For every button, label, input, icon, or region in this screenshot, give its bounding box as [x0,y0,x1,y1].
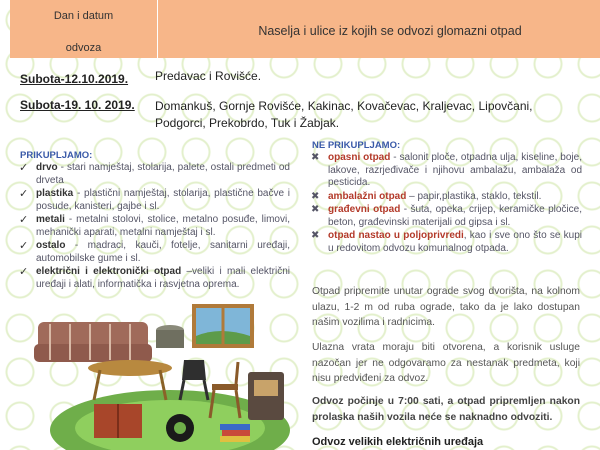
reject-item-hazardous [310,152,582,190]
bulky-waste-illustration [20,300,300,450]
stove-icon [248,372,284,420]
accept-item-label: plastika [36,188,74,199]
accept-item-label: ostalo [36,240,66,251]
accept-item-label: drvo [36,162,58,173]
accept-item-electronic [18,266,290,291]
accept-item-label: električni i elektronički otpad [36,266,182,277]
pot-icon [156,325,184,348]
check-icon: ✓ [19,188,29,200]
reject-item-label: ambalažni otpad [328,190,407,202]
reject-list [310,152,582,256]
schedule-date: Subota-19. 10. 2019. [20,98,135,112]
schedule-places: Predavac i Rovišće. [155,69,262,83]
reject-item-text: – papir,plastika, staklo, tekstil. [406,190,542,202]
accept-item-text: - plastični namještaj, stolarija, plastične bačve i posude, kanisteri, gajbe i sl. [36,188,290,212]
accept-item-text: - madraci, kauči, fotelje, sanitarni uređaji, automobilske gume i sl. [36,240,290,264]
reject-item-text: - salonit ploče, otpadna ulja, kiseline, boje, lakove, razrjeđivače i njihovu ambalažu, ambalaža od pesticida. [328,152,582,188]
check-icon: ✓ [19,240,29,252]
cross-icon: ✖ [311,204,320,215]
schedule-date: Subota-12.10.2019. [20,72,129,86]
schedule-header [10,0,600,58]
accept-item-metal [18,214,290,239]
check-icon: ✓ [19,214,29,226]
accept-list [18,162,290,292]
accept-item-text: - stari namještaj, stolarija, palete, ostali predmeti od drveta [36,162,290,186]
accept-item-plastic [18,188,290,213]
cross-icon: ✖ [311,190,320,202]
accept-item-text: –veliki i mali električni uređaji i alati, informatička i rasvjetna oprema. [36,266,290,290]
cross-icon: ✖ [311,230,320,241]
instruction-start-time: Odvoz počinje u 7:00 sati, a otpad pripremljen nakon prolaska naših vozila neće se naknadno odvoziti. [312,396,580,423]
cabinet-icon [94,404,142,438]
reject-item-label: opasni otpad [328,152,391,163]
section-title-electrical: Odvoz velikih električnih uređaja [312,436,484,448]
instruction-presence: Ulazna vrata moraju biti otvorena, a korisnik usluge nazočan jer ne odgovaramo za nestanak predmeta, koji nisu predviđeni za odvoz. [312,342,580,385]
accept-item-text: - metalni stolovi, stolice, metalno posuđe, limovi, mehanički aparati, metalni namještaj i sl. [36,214,290,238]
reject-item-construction [310,204,582,229]
accept-title: PRIKUPLJAMO: [20,150,93,161]
reject-item-packaging [310,191,582,204]
sofa-icon [34,322,152,362]
cross-icon: ✖ [311,152,320,163]
tire-icon [166,414,194,442]
header-day-date-label: Dan i datum [53,10,114,22]
reject-item-label: građevni otpad [328,204,401,215]
schedule-places: Domankuš, Gornje Rovišće, Kakinac, Kovačevac, Kraljevac, Lipovčani, Podgorci, Prekobrdo, Tuk i Žabjak. [155,99,533,130]
check-icon: ✓ [19,162,29,174]
header-settlements-label: Naselja i ulice iz kojih se odvozi glomazni otpad [258,24,522,38]
reject-item-text: - šuta, opeka, crijep, keramičke pločice, beton, građevinski materijali od gipsa i sl. [328,204,582,228]
reject-item-agricultural [310,230,582,255]
reject-item-text: , kao i sve ono što se kupi u redovitom odvozu komunalnog otpada. [328,230,582,254]
accept-item-wood [18,162,290,187]
instruction-placement: Otpad pripremite unutar ograde svog dvorišta, na kolnom ulazu, 1-2 m od ruba ograde, tako da je lako dostupan našim vozilima i radnicima. [312,286,580,329]
accept-item-label: metali [36,214,65,225]
check-icon: ✓ [19,266,29,278]
reject-title: NE PRIKUPLJAMO: [312,140,401,151]
window-icon [192,304,254,348]
accept-item-other [18,240,290,265]
book-stack-icon [220,424,250,442]
header-pickup-label: odvoza [65,42,102,54]
header-day-date-column [10,0,158,58]
reject-item-label: otpad nastao u poljoprivredi [328,230,464,241]
